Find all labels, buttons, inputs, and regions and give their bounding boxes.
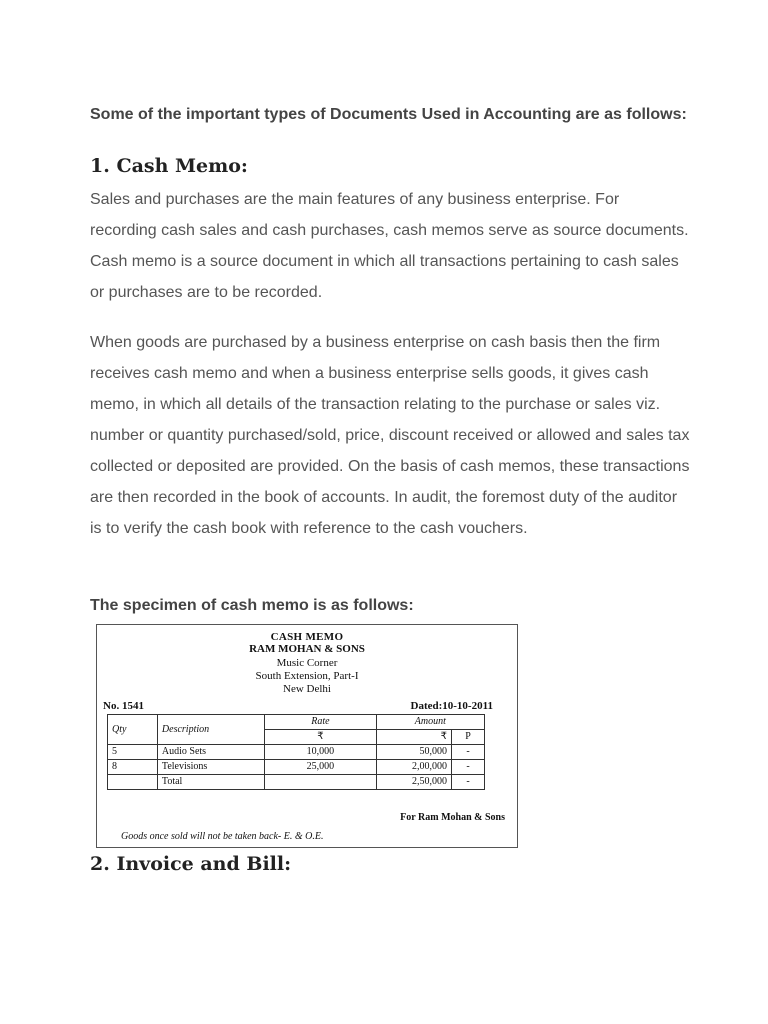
row-rate: 25,000 bbox=[265, 760, 377, 775]
memo-number: No. 1541 bbox=[103, 700, 144, 712]
cash-memo-paragraph-2: When goods are purchased by a business enterprise on cash basis then the firm receives cash memo and when a business enterprise sells goods, it gives cash memo, in which all details of the transaction relating to the purchase or sales viz. number or quantity purchased/sold, price, discount received or allowed and sales tax collected or deposited are provided. On the basis of cash memos, these transactions are then recorded in the book of accounts. In audit, the foremost duty of the auditor is to verify the cash book with reference to the cash vouchers. bbox=[90, 334, 690, 537]
header-amount: Amount bbox=[376, 715, 484, 730]
row-amount: 50,000 bbox=[376, 745, 451, 760]
memo-line-2: South Extension, Part-I bbox=[255, 670, 359, 682]
table-row bbox=[108, 745, 485, 760]
row-paise: - bbox=[452, 745, 485, 760]
row-description: Televisions bbox=[157, 760, 264, 775]
table-header-row bbox=[108, 715, 485, 730]
memo-table bbox=[107, 714, 485, 790]
memo-line-1: Music Corner bbox=[276, 657, 338, 669]
row-paise: - bbox=[452, 760, 485, 775]
amount-rupee-symbol: ₹ bbox=[376, 730, 451, 745]
specimen-label: The specimen of cash memo is as follows: bbox=[90, 597, 414, 614]
intro-text: Some of the important types of Documents Used in Accounting are as follows: bbox=[90, 106, 687, 123]
amount-paise-label: P bbox=[452, 730, 485, 745]
memo-company: RAM MOHAN & SONS bbox=[249, 643, 365, 655]
row-description: Audio Sets bbox=[157, 745, 264, 760]
row-rate: 10,000 bbox=[265, 745, 377, 760]
row-qty: 8 bbox=[108, 760, 158, 775]
memo-date: Dated:10-10-2011 bbox=[410, 700, 493, 712]
row-amount: 2,00,000 bbox=[376, 760, 451, 775]
rate-rupee-symbol: ₹ bbox=[265, 730, 377, 745]
cash-memo-specimen-image bbox=[96, 624, 518, 848]
memo-title: CASH MEMO bbox=[270, 631, 344, 643]
row-amount: 2,50,000 bbox=[376, 775, 451, 790]
row-qty bbox=[108, 775, 158, 790]
memo-line-3: New Delhi bbox=[283, 683, 331, 695]
header-description: Description bbox=[157, 715, 264, 745]
header-qty: Qty bbox=[108, 715, 158, 745]
memo-for-line: For Ram Mohan & Sons bbox=[400, 812, 505, 823]
table-row bbox=[108, 760, 485, 775]
header-rate: Rate bbox=[265, 715, 377, 730]
section-heading-cash-memo: 1. Cash Memo: bbox=[90, 155, 248, 177]
cash-memo-paragraph-1: Sales and purchases are the main features of any business enterprise. For recording cash sales and cash purchases, cash memos serve as source documents. Cash memo is a source document in which all transactions pertaining to cash sales or purchases are to be recorded. bbox=[90, 191, 689, 301]
section-heading-invoice-bill: 2. Invoice and Bill: bbox=[90, 853, 292, 875]
memo-footer-note: Goods once sold will not be taken back- E. & O.E. bbox=[121, 831, 324, 842]
row-paise: - bbox=[452, 775, 485, 790]
row-rate bbox=[265, 775, 377, 790]
table-row-total bbox=[108, 775, 485, 790]
row-description: Total bbox=[157, 775, 264, 790]
row-qty: 5 bbox=[108, 745, 158, 760]
